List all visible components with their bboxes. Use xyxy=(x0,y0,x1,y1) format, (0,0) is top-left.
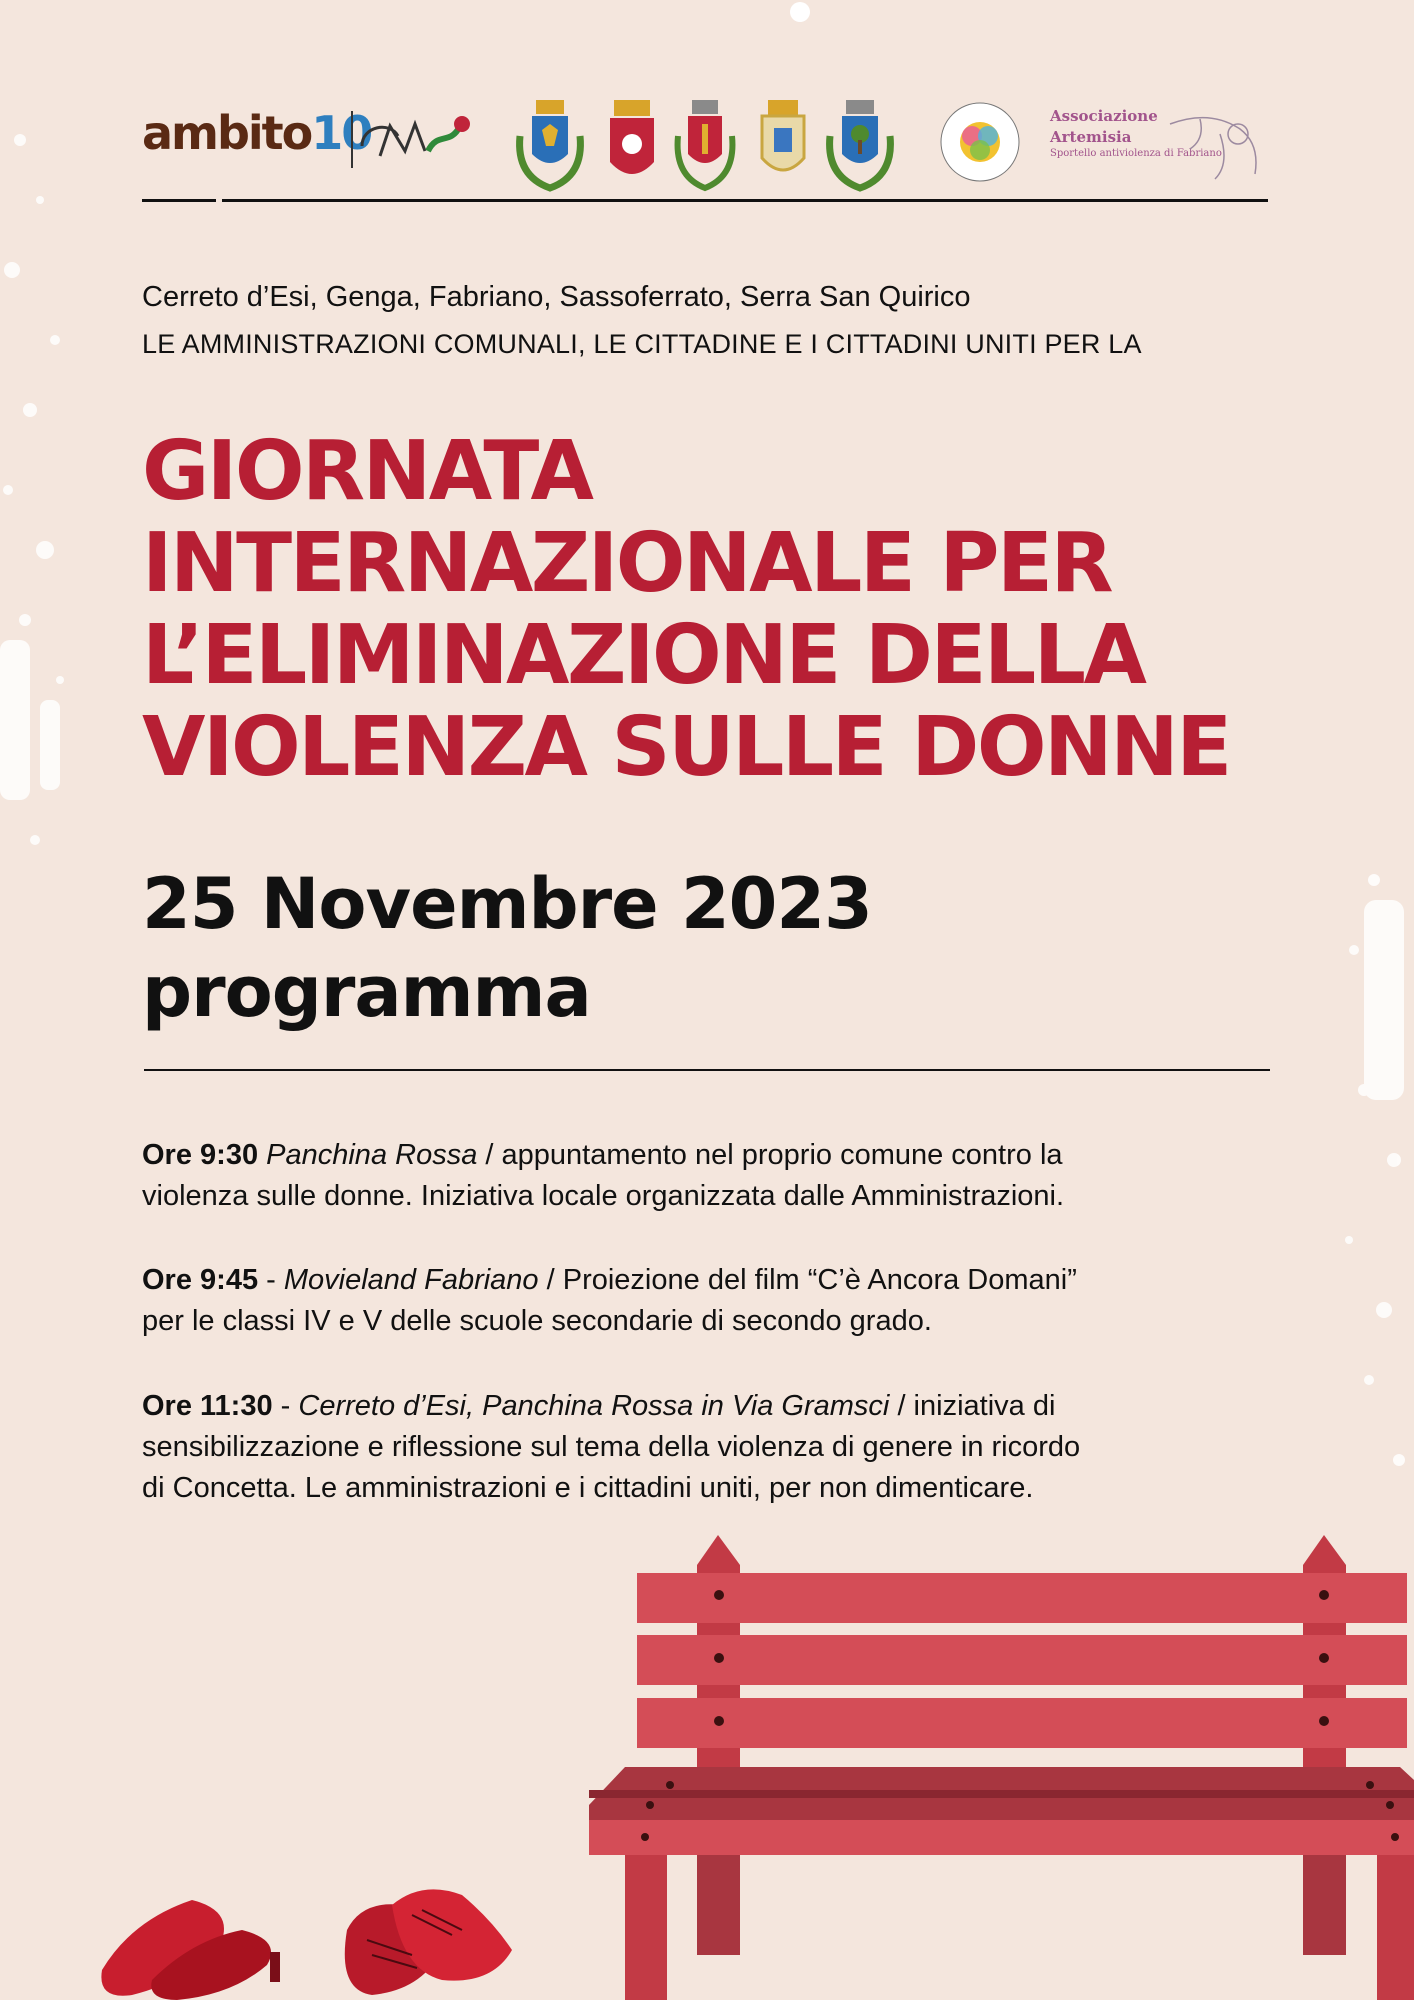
program-item-3 xyxy=(142,1386,1222,1509)
program-place: Panchina Rossa xyxy=(266,1139,478,1171)
program-item-2 xyxy=(142,1260,1222,1342)
event-date xyxy=(142,860,872,1036)
program-separator: - xyxy=(258,1264,284,1296)
artemisia-tagline: Sportello antiviolenza di Fabriano xyxy=(1050,148,1222,159)
date-divider xyxy=(144,1069,1270,1071)
artemisia-figure-icon xyxy=(1160,104,1270,184)
date-line: 25 Novembre 2023 xyxy=(142,863,872,945)
program-text: / iniziativa di xyxy=(889,1390,1056,1422)
splatter-left-decoration xyxy=(0,80,120,980)
program-text: / Proiezione del film “C’è Ancora Domani” xyxy=(538,1264,1077,1296)
header-divider xyxy=(222,199,1268,202)
crest-genga-icon xyxy=(602,96,662,192)
program-text: sensibilizzazione e riflessione sul tema della violenza di genere in ricordo xyxy=(142,1431,1081,1463)
program-separator xyxy=(258,1139,266,1171)
red-shoes-illustration xyxy=(92,1860,522,2000)
title-line-4: VIOLENZA SULLE DONNE xyxy=(142,700,1230,795)
title-line-3: L’ELIMINAZIONE DELLA xyxy=(142,608,1145,703)
program-text: violenza sulle donne. Iniziativa locale organizzata dalle Amministrazioni. xyxy=(142,1180,1065,1212)
program-time: Ore 9:45 xyxy=(142,1264,259,1296)
crest-cerreto-icon xyxy=(512,96,588,192)
cm-logo-icon xyxy=(350,106,480,186)
towns-list: Cerreto d’Esi, Genga, Fabriano, Sassoferrato, Serra San Quirico xyxy=(142,281,971,313)
splatter-right-decoration xyxy=(1294,860,1414,1560)
administrations-line: LE AMMINISTRAZIONI COMUNALI, LE CITTADINE E I CITTADINI UNITI PER LA xyxy=(142,329,1142,359)
artemisia-line1: Associazione xyxy=(1050,107,1158,125)
ambito-text: ambito xyxy=(142,106,312,160)
program-item-1 xyxy=(142,1135,1222,1217)
program-time: Ore 11:30 xyxy=(142,1390,273,1422)
artemisia-line2: Artemisia xyxy=(1050,128,1132,146)
splatter-top-dot xyxy=(786,0,816,30)
ambito-number: 10 xyxy=(311,106,372,160)
program-time: Ore 9:30 xyxy=(142,1139,259,1171)
crest-fabriano-icon xyxy=(672,96,738,192)
program-place: Cerreto d’Esi, Panchina Rossa in Via Gramsci xyxy=(298,1390,890,1422)
program-separator: - xyxy=(272,1390,299,1422)
program-text: / appuntamento nel proprio comune contro la xyxy=(477,1139,1063,1171)
partner-logos xyxy=(142,96,1268,192)
header-divider-short xyxy=(142,199,216,202)
crest-serra-san-quirico-icon xyxy=(822,96,898,192)
commissione-pari-opportunita-seal-icon xyxy=(938,100,1022,184)
title-line-2: INTERNAZIONALE PER xyxy=(142,516,1112,611)
program-place: Movieland Fabriano xyxy=(283,1264,539,1296)
title-line-1: GIORNATA xyxy=(142,424,592,519)
red-bench-illustration xyxy=(585,1535,1414,2000)
program-text: di Concetta. Le amministrazioni e i cittadini uniti, per non dimenticare. xyxy=(142,1472,1034,1504)
ambito10-logo xyxy=(142,106,371,160)
program-heading: programma xyxy=(142,951,591,1033)
crest-sassoferrato-icon xyxy=(750,96,816,192)
program-text: per le classi IV e V delle scuole secondarie di secondo grado. xyxy=(142,1305,932,1337)
page-title xyxy=(142,426,1230,794)
